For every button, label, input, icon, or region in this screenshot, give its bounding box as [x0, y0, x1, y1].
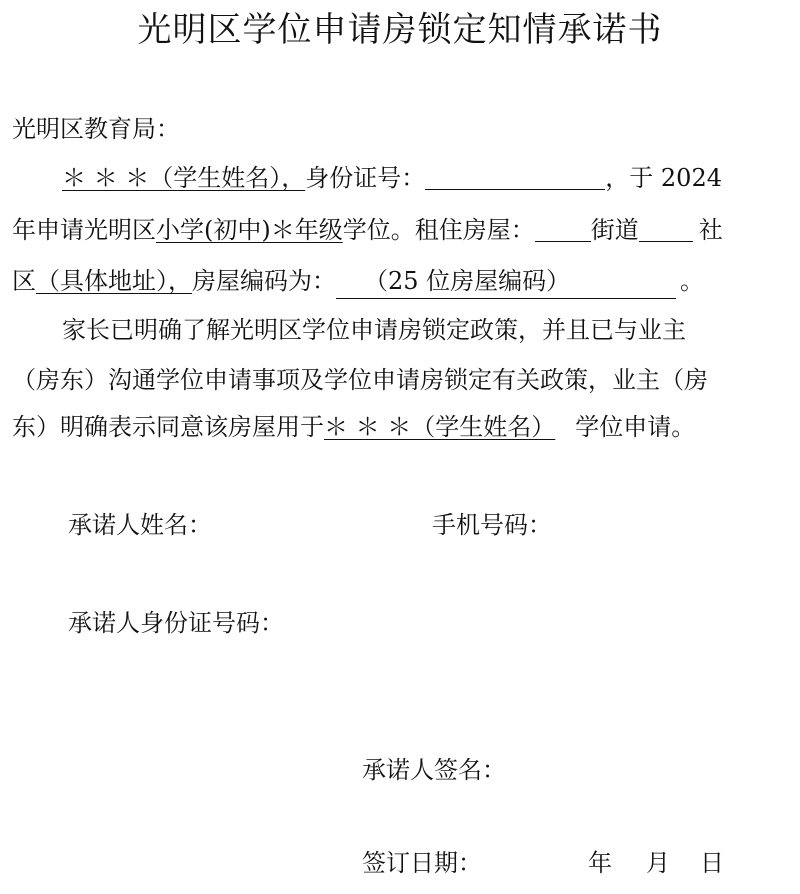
para1-line3 — [12, 264, 704, 299]
para2-line1: 家长已明确了解光明区学位申请房锁定政策，并且已与业主 — [62, 316, 686, 344]
application-year: 2024 — [660, 164, 722, 192]
para2-line3-start: 东）明确表示同意该房屋用于 — [12, 413, 324, 441]
day-label: 日 — [700, 849, 724, 877]
date-label: 签订日期： — [362, 849, 482, 877]
id-number-label: 身份证号： — [305, 164, 426, 192]
para2-line3-end: 学位申请。 — [575, 413, 696, 441]
house-code-label: 房屋编码为： — [192, 267, 336, 295]
school-level: 小学(初中)＊年级 — [156, 216, 343, 244]
para1-line2 — [12, 213, 723, 247]
para1-line1 — [62, 161, 722, 195]
promiser-id-label: 承诺人身份证号码： — [68, 609, 284, 637]
month-label: 月 — [646, 849, 670, 877]
signature-label: 承诺人签名： — [362, 756, 506, 784]
promiser-name-label: 承诺人姓名： — [68, 511, 212, 539]
community-label-end: 区 — [12, 267, 36, 295]
line2-start-text: 年申请光明区 — [12, 216, 156, 244]
street-label: 街道 — [590, 216, 639, 244]
community-label-start: 社 — [698, 216, 723, 244]
student-name-placeholder: ＊ ＊ ＊（学生姓名）， — [62, 164, 306, 192]
street-blank — [535, 215, 591, 242]
period: 。 — [680, 267, 704, 295]
id-number-blank — [425, 163, 605, 190]
phone-label: 手机号码： — [432, 511, 552, 539]
document-title: 光明区学位申请房锁定知情承诺书 — [137, 10, 663, 50]
para2-line2: （房东）沟通学位申请事项及学位申请房锁定有关政策，业主（房 — [12, 366, 708, 394]
year-prefix: ，于 — [605, 164, 654, 192]
rental-house-label: 学位。租住房屋： — [342, 216, 535, 244]
house-code-placeholder: （25 位房屋编码） — [336, 264, 676, 299]
year-label: 年 — [588, 849, 612, 877]
student-name-placeholder-2: ＊ ＊ ＊（学生姓名） — [324, 413, 556, 441]
address-placeholder: （具体地址）， — [36, 267, 192, 295]
community-blank — [639, 215, 693, 242]
para2-line3 — [12, 410, 695, 444]
addressee: 光明区教育局： — [12, 115, 180, 143]
